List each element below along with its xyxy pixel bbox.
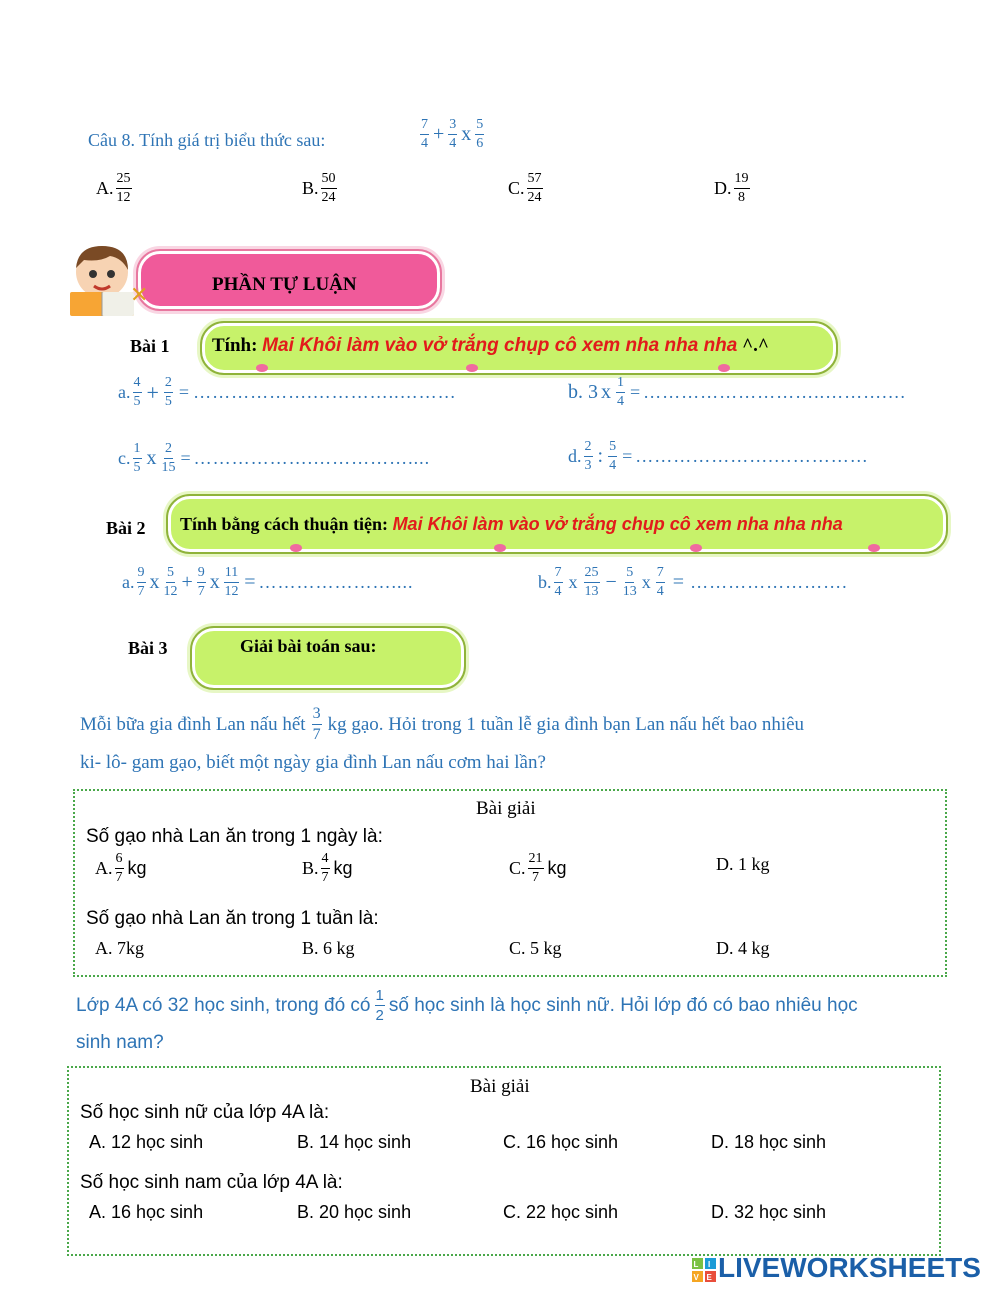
bai1-item-a: a. $\frac{4}{5}$ + $\frac{2}{5}$ = ……………….…………..……… (118, 375, 457, 409)
bai2-heading: Tính bằng cách thuận tiện: Mai Khôi làm vào vở trắng chụp cô xem nha nha nha (180, 514, 843, 534)
problem1-q1: Số gạo nhà Lan ăn trong 1 ngày là: (86, 826, 383, 847)
problem2-box-title: Bài giải (470, 1076, 530, 1097)
fraction: $\frac{3}{4}$ (449, 117, 457, 151)
problem1-q1-option-d[interactable]: D. 1 kg (716, 854, 770, 874)
decor-dot (690, 544, 702, 552)
decor-dot (494, 544, 506, 552)
answer-blank[interactable]: ……………….…………..……… (193, 382, 457, 402)
bai1-heading: Tính: Mai Khôi làm vào vở trắng chụp cô xem nha nha nha ^.^ (212, 335, 769, 356)
answer-blank[interactable]: ……………….…………….... (193, 448, 431, 468)
svg-text:V: V (693, 1273, 699, 1282)
problem1-q1-option-b[interactable]: B. $\frac{4}{7}$ kg (302, 851, 353, 885)
brand-name: LIVEWORKSHEETS (718, 1252, 981, 1283)
problem2-q2-option-a[interactable]: A. 16 học sinh (89, 1202, 204, 1222)
problem2-q1-option-d[interactable]: D. 18 học sinh (711, 1132, 827, 1152)
q8-option-d[interactable]: D. $\frac{19}{8}$ (714, 171, 749, 205)
problem1-q1-option-c[interactable]: C. $\frac{21}{7}$ kg (509, 851, 567, 885)
bai1-smile: ^.^ (742, 335, 769, 356)
svg-text:E: E (706, 1273, 712, 1282)
boy-reading-illustration (62, 240, 144, 322)
problem2-q2-option-d[interactable]: D. 32 học sinh (711, 1202, 827, 1222)
decor-dot (868, 544, 880, 552)
problem2-q2-option-b[interactable]: B. 20 học sinh (297, 1202, 412, 1222)
bai1-item-b: b. 3 x $\frac{1}{4}$ = ………………………..……….… (568, 375, 907, 409)
bai3-heading: Giải bài toán sau: (240, 636, 377, 656)
problem2-text-line2: sinh nam? (76, 1032, 164, 1053)
bai2-item-b: b. $\frac{7}{4}$ x $\frac{25}{13}$ − $\frac{5}{13}$ x $\frac{7}{4}$ = ……………………. (538, 565, 848, 599)
answer-blank[interactable]: ………………….... (258, 572, 414, 592)
problem2-q1: Số học sinh nữ của lớp 4A là: (80, 1102, 330, 1123)
problem2-q1-option-a[interactable]: A. 12 học sinh (89, 1132, 204, 1152)
problem1-q2-option-c[interactable]: C. 5 kg (509, 938, 562, 958)
bai2-note: Mai Khôi làm vào vở trắng chụp cô xem nha nha nha (392, 514, 843, 534)
bai3-label: Bài 3 (128, 638, 168, 658)
bai1-label: Bài 1 (130, 336, 170, 356)
decor-dot (256, 364, 268, 372)
q8-option-c[interactable]: C. $\frac{57}{24}$ (508, 171, 542, 205)
problem1-text: Mỗi bữa gia đình Lan nấu hết $\frac{3}{7}$ kg gạo. Hỏi trong 1 tuần lễ gia đình bạn Lan nấu hết bao nhiêu (80, 705, 805, 743)
problem2-q2: Số học sinh nam của lớp 4A là: (80, 1172, 343, 1193)
problem1-q1-option-a[interactable]: A. $\frac{6}{7}$ kg (95, 851, 147, 885)
essay-section-title: PHẦN TỰ LUẬN (212, 274, 357, 295)
fraction: $\frac{7}{4}$ (421, 117, 428, 151)
answer-blank[interactable]: ……………………. (690, 572, 848, 592)
problem1-box-title: Bài giải (476, 798, 536, 819)
problem2-q1-option-c[interactable]: C. 16 học sinh (503, 1132, 619, 1152)
answer-blank[interactable]: ………………….…………… (635, 446, 869, 466)
q8-option-a[interactable]: A. $\frac{25}{12}$ (96, 171, 131, 205)
bai2-item-a: a. $\frac{9}{7}$ x $\frac{5}{12}$ + $\frac{9}{7}$ x $\frac{11}{12}$ = ………………….... (122, 565, 414, 599)
q8-expression: $\frac{7}{4}$ + $\frac{3}{4}$ x $\frac{5}{6}$ (421, 117, 484, 151)
problem1-text-line2: ki- lô- gam gạo, biết một ngày gia đình Lan nấu cơm hai lần? (80, 752, 546, 773)
problem2-text: Lớp 4A có 32 học sinh, trong đó có $\frac{1}{2}$ số học sinh là học sinh nữ. Hỏi lớp đó có bao nhiêu học (76, 987, 858, 1024)
decor-dot (290, 544, 302, 552)
problem1-q2: Số gạo nhà Lan ăn trong 1 tuần là: (86, 908, 379, 929)
decor-dot (718, 364, 730, 372)
svg-text:I: I (708, 1260, 711, 1269)
liveworksheets-logo-icon (692, 1258, 716, 1282)
problem2-q1-option-b[interactable]: B. 14 học sinh (297, 1132, 412, 1152)
problem1-q2-option-a[interactable]: A. 7kg (95, 938, 144, 958)
problem1-q2-option-d[interactable]: D. 4 kg (716, 938, 770, 958)
decor-dot (466, 364, 478, 372)
svg-text:L: L (693, 1260, 699, 1269)
cross-decoration-icon: ✕ (130, 282, 149, 307)
bai2-label: Bài 2 (106, 518, 146, 538)
q8-option-b[interactable]: B. $\frac{50}{24}$ (302, 171, 336, 205)
fraction: $\frac{5}{6}$ (476, 117, 484, 151)
bai1-item-d: d. $\frac{2}{3}$ : $\frac{5}{4}$ = ………………….…………… (568, 439, 869, 473)
bai1-item-c: c. $\frac{1}{5}$ x $\frac{2}{15}$ = ……………….…………….... (118, 441, 431, 475)
q8-prompt: Câu 8. Tính giá trị biểu thức sau: (88, 130, 326, 150)
bai1-note: Mai Khôi làm vào vở trắng chụp cô xem nha nha nha (262, 335, 738, 356)
problem1-q2-option-b[interactable]: B. 6 kg (302, 938, 355, 958)
answer-blank[interactable]: ………………………..……….… (643, 382, 907, 402)
problem2-q2-option-c[interactable]: C. 22 học sinh (503, 1202, 619, 1222)
